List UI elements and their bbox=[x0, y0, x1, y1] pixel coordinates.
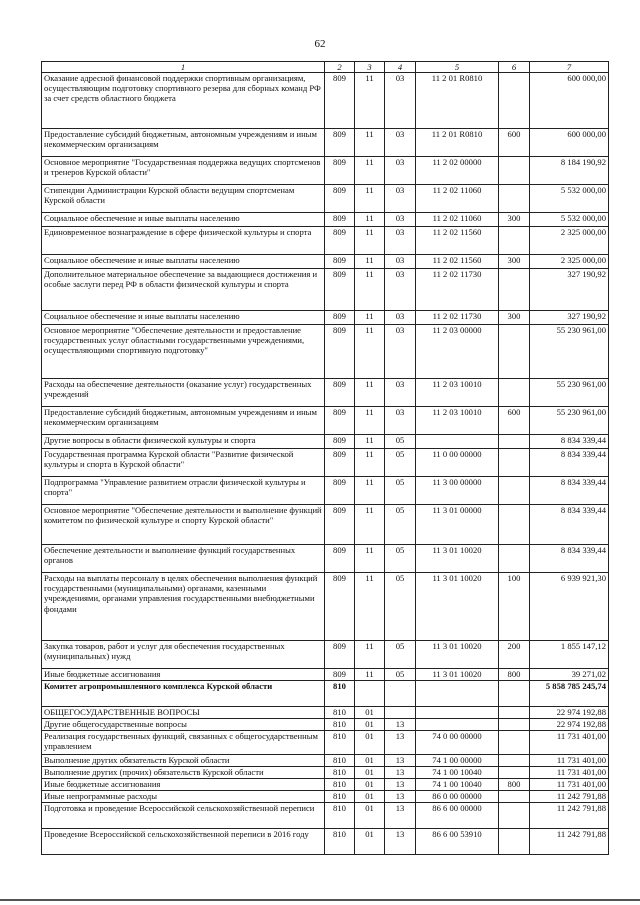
amount: 5 858 785 245,74 bbox=[530, 681, 609, 707]
table-row bbox=[42, 255, 609, 269]
subsection-code: 03 bbox=[385, 325, 416, 379]
table-row bbox=[42, 573, 609, 641]
amount: 8 834 339,44 bbox=[530, 477, 609, 505]
row-name: Стипендии Администрации Курской области ведущим спортсменам Курской области bbox=[42, 185, 325, 213]
subsection-code: 03 bbox=[385, 255, 416, 269]
table-row bbox=[42, 269, 609, 311]
subsection-code: 13 bbox=[385, 719, 416, 731]
row-name: Иные бюджетные ассигнования bbox=[42, 669, 325, 681]
table-row bbox=[42, 755, 609, 767]
table-row bbox=[42, 545, 609, 573]
row-name: Основное мероприятие "Обеспечение деятельности и выполнение функций комитетом по физической культуре и спорту Курской области" bbox=[42, 505, 325, 545]
column-number-row bbox=[42, 62, 609, 73]
amount: 5 532 000,00 bbox=[530, 213, 609, 227]
section-code: 01 bbox=[355, 707, 385, 719]
subsection-code: 03 bbox=[385, 157, 416, 185]
ministry-code: 810 bbox=[325, 829, 355, 855]
amount: 8 834 339,44 bbox=[530, 545, 609, 573]
section-code: 01 bbox=[355, 755, 385, 767]
table-row bbox=[42, 227, 609, 255]
section-code: 11 bbox=[355, 73, 385, 129]
row-name: Другие вопросы в области физической культуры и спорта bbox=[42, 435, 325, 449]
subsection-code bbox=[385, 681, 416, 707]
ministry-code: 809 bbox=[325, 379, 355, 407]
table-row bbox=[42, 311, 609, 325]
expense-type-code bbox=[499, 755, 530, 767]
article-code: 11 2 01 R0810 bbox=[416, 73, 499, 129]
ministry-code: 810 bbox=[325, 755, 355, 767]
column-number: 2 bbox=[325, 62, 355, 73]
subsection-code: 03 bbox=[385, 227, 416, 255]
table-row bbox=[42, 829, 609, 855]
article-code: 86 0 00 00000 bbox=[416, 791, 499, 803]
row-name: Другие общегосударственные вопросы bbox=[42, 719, 325, 731]
row-name: ОБЩЕГОСУДАРСТВЕННЫЕ ВОПРОСЫ bbox=[42, 707, 325, 719]
expense-type-code bbox=[499, 829, 530, 855]
expense-type-code bbox=[499, 707, 530, 719]
subsection-code: 05 bbox=[385, 435, 416, 449]
row-name: Социальное обеспечение и иные выплаты населению bbox=[42, 213, 325, 227]
article-code: 74 0 00 00000 bbox=[416, 731, 499, 755]
subsection-code: 13 bbox=[385, 779, 416, 791]
table-row bbox=[42, 731, 609, 755]
subsection-code: 05 bbox=[385, 641, 416, 669]
article-code: 11 2 02 11730 bbox=[416, 269, 499, 311]
section-code: 11 bbox=[355, 379, 385, 407]
row-name: Социальное обеспечение и иные выплаты населению bbox=[42, 311, 325, 325]
expense-type-code: 300 bbox=[499, 311, 530, 325]
row-name: Предоставление субсидий бюджетным, автономным учреждениям и иным некоммерческим организациям bbox=[42, 407, 325, 435]
row-name: Государственная программа Курской области "Развитие физической культуры и спорта в Курской области" bbox=[42, 449, 325, 477]
ministry-code: 809 bbox=[325, 505, 355, 545]
ministry-code: 809 bbox=[325, 269, 355, 311]
expense-type-code bbox=[499, 269, 530, 311]
amount: 327 190,92 bbox=[530, 269, 609, 311]
column-number: 5 bbox=[416, 62, 499, 73]
subsection-code: 05 bbox=[385, 449, 416, 477]
section-code: 11 bbox=[355, 157, 385, 185]
expense-type-code bbox=[499, 73, 530, 129]
section-code: 01 bbox=[355, 791, 385, 803]
expense-type-code: 200 bbox=[499, 641, 530, 669]
article-code: 11 2 02 00000 bbox=[416, 157, 499, 185]
section-code: 01 bbox=[355, 731, 385, 755]
ministry-code: 809 bbox=[325, 73, 355, 129]
subsection-code: 03 bbox=[385, 311, 416, 325]
table-row bbox=[42, 681, 609, 707]
article-code: 11 3 00 00000 bbox=[416, 477, 499, 505]
amount: 6 939 921,30 bbox=[530, 573, 609, 641]
section-code: 01 bbox=[355, 803, 385, 829]
amount: 327 190,92 bbox=[530, 311, 609, 325]
row-name: Расходы на выплаты персоналу в целях обеспечения выполнения функций государственными (муниципальными) органами, казенными учреждениями, органами управления государственными внебюджетными фондами bbox=[42, 573, 325, 641]
section-code: 11 bbox=[355, 213, 385, 227]
subsection-code: 05 bbox=[385, 545, 416, 573]
amount: 600 000,00 bbox=[530, 73, 609, 129]
amount: 11 242 791,88 bbox=[530, 791, 609, 803]
ministry-code: 809 bbox=[325, 641, 355, 669]
row-name: Основное мероприятие "Обеспечение деятельности и предоставление государственных услуг областными государственными учреждениями, осуществляющими спортивную подготовку" bbox=[42, 325, 325, 379]
ministry-code: 810 bbox=[325, 681, 355, 707]
section-code: 01 bbox=[355, 767, 385, 779]
table-row bbox=[42, 779, 609, 791]
ministry-code: 809 bbox=[325, 435, 355, 449]
section-code: 11 bbox=[355, 255, 385, 269]
ministry-code: 809 bbox=[325, 669, 355, 681]
expense-type-code bbox=[499, 767, 530, 779]
article-code: 11 2 02 11060 bbox=[416, 185, 499, 213]
row-name: Оказание адресной финансовой поддержки спортивным организациям, осуществляющим подготовку спортивного резерва для сборных команд РФ за счет средств областного бюджета bbox=[42, 73, 325, 129]
row-name: Иные бюджетные ассигнования bbox=[42, 779, 325, 791]
subsection-code: 03 bbox=[385, 213, 416, 227]
row-name: Обеспечение деятельности и выполнение функций государственных органов bbox=[42, 545, 325, 573]
article-code bbox=[416, 435, 499, 449]
subsection-code: 05 bbox=[385, 573, 416, 641]
article-code: 86 6 00 53910 bbox=[416, 829, 499, 855]
subsection-code: 03 bbox=[385, 185, 416, 213]
section-code: 11 bbox=[355, 641, 385, 669]
table-row bbox=[42, 157, 609, 185]
ministry-code: 809 bbox=[325, 477, 355, 505]
row-name: Предоставление субсидий бюджетным, автономным учреждениям и иным некоммерческим организациям bbox=[42, 129, 325, 157]
column-number: 4 bbox=[385, 62, 416, 73]
expense-type-code: 600 bbox=[499, 129, 530, 157]
article-code: 11 0 00 00000 bbox=[416, 449, 499, 477]
amount: 55 230 961,00 bbox=[530, 325, 609, 379]
table-row bbox=[42, 803, 609, 829]
row-name: Единовременное вознаграждение в сфере физической культуры и спорта bbox=[42, 227, 325, 255]
table-row bbox=[42, 477, 609, 505]
subsection-code: 13 bbox=[385, 803, 416, 829]
amount: 600 000,00 bbox=[530, 129, 609, 157]
amount: 22 974 192,88 bbox=[530, 719, 609, 731]
expense-type-code: 300 bbox=[499, 255, 530, 269]
section-code: 11 bbox=[355, 311, 385, 325]
bottom-rule bbox=[0, 899, 640, 901]
article-code: 74 1 00 00000 bbox=[416, 755, 499, 767]
subsection-code: 05 bbox=[385, 477, 416, 505]
section-code: 11 bbox=[355, 269, 385, 311]
amount: 11 242 791,88 bbox=[530, 803, 609, 829]
amount: 22 974 192,88 bbox=[530, 707, 609, 719]
expense-type-code: 800 bbox=[499, 779, 530, 791]
amount: 11 731 401,00 bbox=[530, 755, 609, 767]
column-number: 6 bbox=[499, 62, 530, 73]
article-code: 11 3 01 10020 bbox=[416, 641, 499, 669]
row-name: Расходы на обеспечение деятельности (оказание услуг) государственных учреждений bbox=[42, 379, 325, 407]
expense-type-code bbox=[499, 803, 530, 829]
section-code: 11 bbox=[355, 435, 385, 449]
ministry-code: 809 bbox=[325, 449, 355, 477]
expense-type-code bbox=[499, 791, 530, 803]
subsection-code bbox=[385, 707, 416, 719]
article-code: 11 3 01 10020 bbox=[416, 669, 499, 681]
expense-type-code bbox=[499, 435, 530, 449]
expense-type-code bbox=[499, 681, 530, 707]
section-code: 11 bbox=[355, 407, 385, 435]
table-row bbox=[42, 641, 609, 669]
ministry-code: 809 bbox=[325, 255, 355, 269]
expense-type-code bbox=[499, 545, 530, 573]
article-code: 11 2 02 11730 bbox=[416, 311, 499, 325]
ministry-code: 810 bbox=[325, 731, 355, 755]
amount: 2 325 000,00 bbox=[530, 255, 609, 269]
table-row bbox=[42, 505, 609, 545]
expense-type-code bbox=[499, 449, 530, 477]
row-name: Закупка товаров, работ и услуг для обеспечения государственных (муниципальных) нужд bbox=[42, 641, 325, 669]
article-code: 11 2 01 R0810 bbox=[416, 129, 499, 157]
section-code: 11 bbox=[355, 227, 385, 255]
subsection-code: 03 bbox=[385, 129, 416, 157]
amount: 11 731 401,00 bbox=[530, 779, 609, 791]
ministry-code: 809 bbox=[325, 545, 355, 573]
ministry-code: 810 bbox=[325, 719, 355, 731]
expense-type-code bbox=[499, 325, 530, 379]
article-code: 11 3 01 00000 bbox=[416, 505, 499, 545]
subsection-code: 05 bbox=[385, 669, 416, 681]
expense-type-code bbox=[499, 227, 530, 255]
row-name: Подпрограмма "Управление развитием отрасли физической культуры и спорта" bbox=[42, 477, 325, 505]
expense-type-code bbox=[499, 157, 530, 185]
column-number: 3 bbox=[355, 62, 385, 73]
table-row bbox=[42, 669, 609, 681]
amount: 55 230 961,00 bbox=[530, 407, 609, 435]
table-row bbox=[42, 325, 609, 379]
article-code: 11 2 02 11560 bbox=[416, 227, 499, 255]
amount: 39 271,02 bbox=[530, 669, 609, 681]
subsection-code: 13 bbox=[385, 791, 416, 803]
expense-type-code: 300 bbox=[499, 213, 530, 227]
article-code: 86 6 00 00000 bbox=[416, 803, 499, 829]
article-code: 74 1 00 10040 bbox=[416, 767, 499, 779]
ministry-code: 809 bbox=[325, 129, 355, 157]
ministry-code: 810 bbox=[325, 803, 355, 829]
amount: 5 532 000,00 bbox=[530, 185, 609, 213]
row-name: Комитет агропромышленного комплекса Курской области bbox=[42, 681, 325, 707]
row-name: Выполнение других (прочих) обязательств Курской области bbox=[42, 767, 325, 779]
ministry-code: 810 bbox=[325, 791, 355, 803]
subsection-code: 13 bbox=[385, 755, 416, 767]
ministry-code: 809 bbox=[325, 213, 355, 227]
table-row bbox=[42, 379, 609, 407]
article-code: 11 2 03 00000 bbox=[416, 325, 499, 379]
amount: 1 855 147,12 bbox=[530, 641, 609, 669]
expense-type-code bbox=[499, 477, 530, 505]
ministry-code: 809 bbox=[325, 573, 355, 641]
table-row bbox=[42, 791, 609, 803]
table-row bbox=[42, 213, 609, 227]
subsection-code: 13 bbox=[385, 767, 416, 779]
expense-type-code bbox=[499, 719, 530, 731]
section-code: 01 bbox=[355, 719, 385, 731]
expense-type-code bbox=[499, 379, 530, 407]
row-name: Подготовка и проведение Всероссийской сельскохозяйственной переписи bbox=[42, 803, 325, 829]
table-row bbox=[42, 719, 609, 731]
row-name: Социальное обеспечение и иные выплаты населению bbox=[42, 255, 325, 269]
section-code: 01 bbox=[355, 779, 385, 791]
budget-table bbox=[41, 61, 609, 855]
ministry-code: 810 bbox=[325, 767, 355, 779]
page-number: 62 bbox=[314, 38, 326, 50]
article-code: 11 2 02 11060 bbox=[416, 213, 499, 227]
ministry-code: 809 bbox=[325, 311, 355, 325]
article-code bbox=[416, 719, 499, 731]
table-row bbox=[42, 435, 609, 449]
article-code bbox=[416, 681, 499, 707]
section-code: 11 bbox=[355, 325, 385, 379]
row-name: Дополнительное материальное обеспечение за выдающиеся достижения и особые заслуги перед РФ в области физической культуры и спорта bbox=[42, 269, 325, 311]
expense-type-code: 600 bbox=[499, 407, 530, 435]
amount: 2 325 000,00 bbox=[530, 227, 609, 255]
row-name: Проведение Всероссийской сельскохозяйственной переписи в 2016 году bbox=[42, 829, 325, 855]
section-code: 11 bbox=[355, 477, 385, 505]
expense-type-code: 100 bbox=[499, 573, 530, 641]
article-code: 11 2 03 10010 bbox=[416, 379, 499, 407]
section-code: 11 bbox=[355, 449, 385, 477]
ministry-code: 809 bbox=[325, 407, 355, 435]
ministry-code: 810 bbox=[325, 779, 355, 791]
expense-type-code bbox=[499, 185, 530, 213]
section-code: 11 bbox=[355, 185, 385, 213]
table-row bbox=[42, 185, 609, 213]
subsection-code: 03 bbox=[385, 379, 416, 407]
table-row bbox=[42, 767, 609, 779]
ministry-code: 809 bbox=[325, 325, 355, 379]
column-number: 7 bbox=[530, 62, 609, 73]
row-name: Выполнение других обязательств Курской области bbox=[42, 755, 325, 767]
row-name: Иные непрограммные расходы bbox=[42, 791, 325, 803]
expense-type-code bbox=[499, 505, 530, 545]
amount: 8 834 339,44 bbox=[530, 505, 609, 545]
subsection-code: 05 bbox=[385, 505, 416, 545]
ministry-code: 809 bbox=[325, 157, 355, 185]
article-code: 74 1 00 10040 bbox=[416, 779, 499, 791]
amount: 55 230 961,00 bbox=[530, 379, 609, 407]
subsection-code: 03 bbox=[385, 407, 416, 435]
subsection-code: 13 bbox=[385, 829, 416, 855]
article-code: 11 2 03 10010 bbox=[416, 407, 499, 435]
subsection-code: 03 bbox=[385, 73, 416, 129]
table-row bbox=[42, 707, 609, 719]
column-number: 1 bbox=[42, 62, 325, 73]
amount: 11 731 401,00 bbox=[530, 767, 609, 779]
article-code: 11 2 02 11560 bbox=[416, 255, 499, 269]
article-code: 11 3 01 10020 bbox=[416, 545, 499, 573]
table-row bbox=[42, 407, 609, 435]
amount: 11 242 791,88 bbox=[530, 829, 609, 855]
ministry-code: 809 bbox=[325, 185, 355, 213]
section-code: 11 bbox=[355, 129, 385, 157]
amount: 8 834 339,44 bbox=[530, 435, 609, 449]
amount: 11 731 401,00 bbox=[530, 731, 609, 755]
ministry-code: 810 bbox=[325, 707, 355, 719]
section-code: 11 bbox=[355, 505, 385, 545]
ministry-code: 809 bbox=[325, 227, 355, 255]
section-code: 11 bbox=[355, 573, 385, 641]
expense-type-code: 800 bbox=[499, 669, 530, 681]
amount: 8 184 190,92 bbox=[530, 157, 609, 185]
section-code: 11 bbox=[355, 669, 385, 681]
subsection-code: 03 bbox=[385, 269, 416, 311]
article-code bbox=[416, 707, 499, 719]
section-code: 11 bbox=[355, 545, 385, 573]
table-row bbox=[42, 449, 609, 477]
expense-type-code bbox=[499, 731, 530, 755]
table-row bbox=[42, 73, 609, 129]
section-code: 01 bbox=[355, 829, 385, 855]
article-code: 11 3 01 10020 bbox=[416, 573, 499, 641]
section-code bbox=[355, 681, 385, 707]
table-row bbox=[42, 129, 609, 157]
row-name: Реализация государственных функций, связанных с общегосударственным управлением bbox=[42, 731, 325, 755]
amount: 8 834 339,44 bbox=[530, 449, 609, 477]
subsection-code: 13 bbox=[385, 731, 416, 755]
row-name: Основное мероприятие "Государственная поддержка ведущих спортсменов и тренеров Курской области" bbox=[42, 157, 325, 185]
